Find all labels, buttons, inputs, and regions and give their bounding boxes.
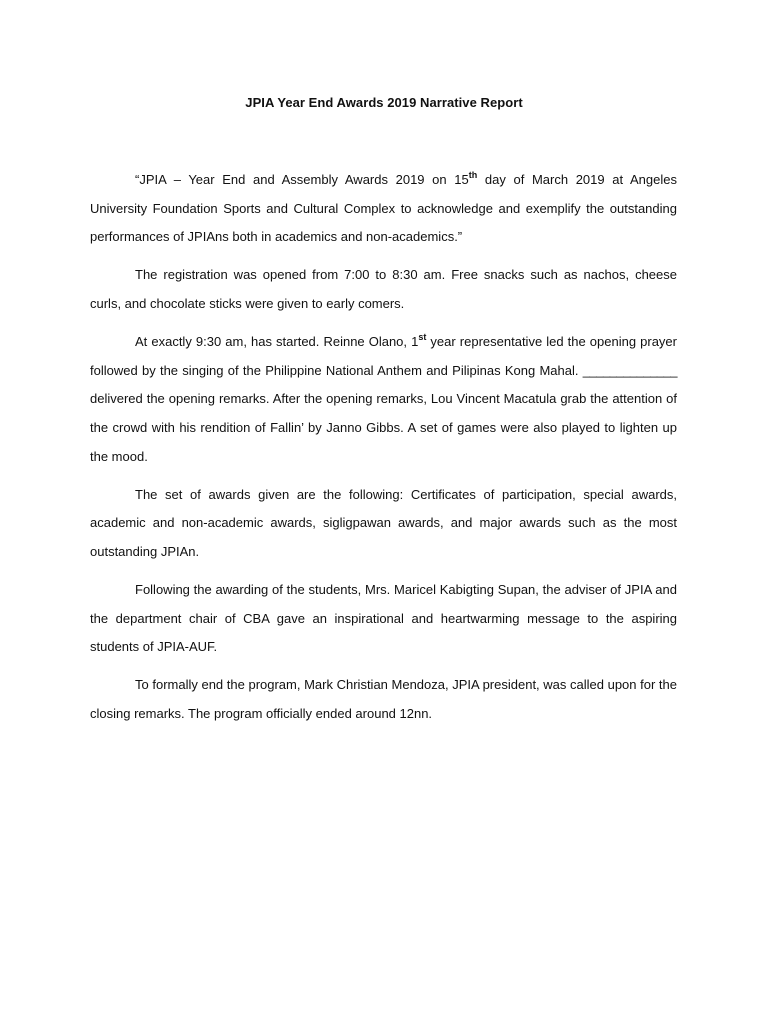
ordinal-suffix-th: th — [468, 169, 478, 180]
paragraph-5: Following the awarding of the students, Mrs. Maricel Kabigting Supan, the adviser of JPIA and the department chair of CBA gave an inspirational and heartwarming message to the aspiring students of JPIA-AUF. — [90, 582, 677, 655]
paragraph-3-text-c: delivered the opening remarks. After the opening remarks, Lou Vincent Macatula grab the attention of the crowd with his rendition of Fallin’ by Janno Gibbs. A set of games were also played to lighten up the mood. — [90, 391, 677, 464]
paragraph-3-text-a: At exactly 9:30 am, has started. Reinne Olano, 1 — [135, 334, 419, 350]
document-title: JPIA Year End Awards 2019 Narrative Report — [245, 95, 523, 110]
blank-speaker-line: ______________ — [582, 362, 677, 378]
paragraph-2: The registration was opened from 7:00 to 8:30 am. Free snacks such as nachos, cheese curls, and chocolate sticks were given to early comers. — [90, 267, 677, 311]
paragraph-4: The set of awards given are the following: Certificates of participation, special awards, academic and non-academic awards, sigligpawan awards, and major awards such as the most outstanding JPIAn. — [90, 486, 677, 559]
document-body — [90, 166, 677, 738]
paragraph-6: To formally end the program, Mark Christian Mendoza, JPIA president, was called upon for the closing remarks. The program officially ended around 12nn. — [90, 677, 677, 722]
paragraph-1-text-b: day of March 2019 at Angeles University Foundation Sports and Cultural Complex to acknowledge and exemplify the outstanding performances of JPIAns both in academics and non-academics.” — [90, 172, 677, 245]
ordinal-suffix-st: st — [418, 331, 427, 342]
paragraph-3 — [90, 328, 677, 471]
paragraph-1-text-a: “JPIA – Year End and Assembly Awards 2019 on 15 — [135, 172, 469, 187]
paragraph-1 — [90, 166, 677, 252]
paragraph-3-text-b: year representative led the opening prayer followed by the singing of the Philippine National Anthem and Pilipinas Kong Mahal. — [90, 334, 677, 378]
